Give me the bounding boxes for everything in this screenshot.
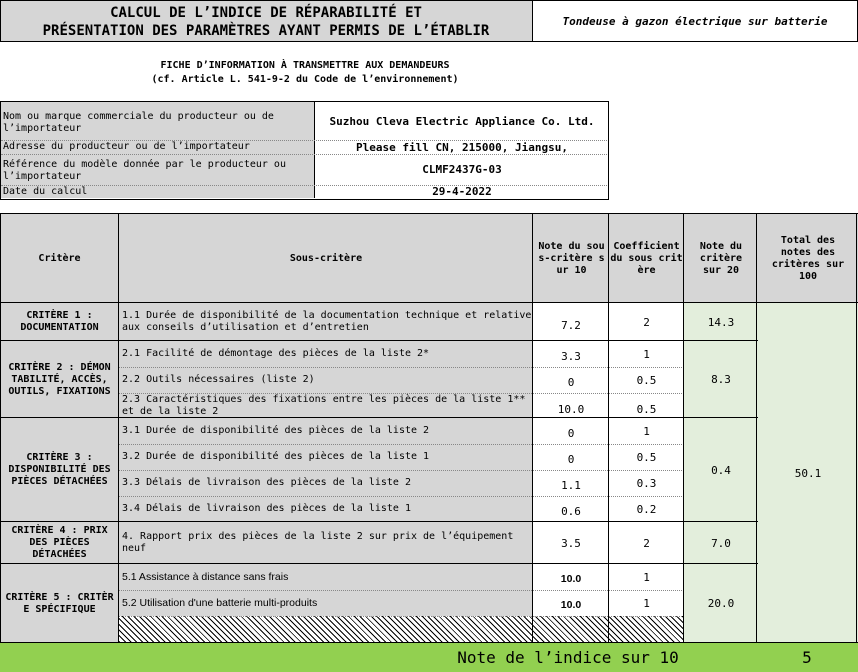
criterion-1-note: 14.3 bbox=[707, 315, 735, 329]
criterion-4-note: 7.0 bbox=[711, 536, 731, 550]
header-total: Total des notes des critères sur 100 bbox=[771, 234, 845, 282]
criterion-2-name: CRITÈRE 2 : DÉMONTABILITÉ, ACCÈS, OUTILS, FIXATIONS bbox=[8, 361, 111, 397]
info-table bbox=[0, 101, 609, 200]
title-line-1: CALCUL DE L’INDICE DE RÉPARABILITÉ ET bbox=[110, 5, 422, 21]
sub-2-1-note: 3.3 bbox=[561, 349, 581, 363]
criterion-1-name: CRITÈRE 1 : DOCUMENTATION bbox=[20, 310, 99, 333]
sub-5-2-coef: 1 bbox=[643, 596, 650, 610]
criterion-2-note: 8.3 bbox=[711, 373, 731, 386]
sub-3-4-note: 0.6 bbox=[561, 504, 581, 518]
title-line-2: PRÉSENTATION DES PARAMÈTRES AYANT PERMIS DE L’ÉTABLIR bbox=[42, 23, 490, 39]
sub-5-1-label: 5.1 Assistance à distance sans frais bbox=[122, 571, 289, 583]
title-box bbox=[0, 0, 533, 42]
sub-5-1-note: 10.0 bbox=[560, 572, 582, 585]
sub-3-2-label: 3.2 Durée de disponibilité des pièces de la liste 1 bbox=[122, 451, 430, 462]
sub-3-1-coef: 1 bbox=[643, 424, 650, 438]
sub-3-3-coef: 0.3 bbox=[636, 476, 657, 490]
sub-2-2-label: 2.2 Outils nécessaires (liste 2) bbox=[122, 374, 315, 385]
sub-5-1-coef: 1 bbox=[643, 570, 650, 584]
criterion-4-name: CRITÈRE 4 : PRIX DES PIÈCES DÉTACHÉES bbox=[11, 525, 108, 560]
sub-5-2-label: 5.2 Utilisation d'une batterie multi-produits bbox=[122, 597, 318, 609]
sub-1-1-note: 7.2 bbox=[561, 318, 581, 332]
header-note-critere: Note du critère sur 20 bbox=[699, 240, 743, 276]
sub-2-1-label: 2.1 Facilité de démontage des pièces de la liste 2* bbox=[122, 348, 430, 359]
info-label-2: Adresse du producteur ou de l’importateur bbox=[3, 141, 250, 152]
header-coef: Coefficient du sous critère bbox=[610, 240, 683, 276]
sub-5-2-note: 10.0 bbox=[560, 598, 582, 611]
sub-3-3-note: 1.1 bbox=[561, 478, 581, 492]
info-label-1: Nom ou marque commerciale du producteur ou de l’importateur bbox=[3, 111, 274, 134]
sub-1-1-label: 1.1 Durée de disponibilité de la documentation technique et relative aux conseils d’utilisation et d’entretien bbox=[122, 310, 532, 333]
sub-1-1-coef: 2 bbox=[643, 315, 650, 329]
sub-4-label: 4. Rapport prix des pièces de la liste 2 sur prix de l’équipement neuf bbox=[122, 531, 514, 554]
info-value-1: Suzhou Cleva Electric Appliance Co. Ltd. bbox=[329, 114, 595, 128]
sub-4-coef: 2 bbox=[643, 536, 650, 550]
criterion-5-name: CRITÈRE 5 : CRITÈRE SPÉCIFIQUE bbox=[5, 591, 114, 615]
hatched-area bbox=[119, 616, 684, 642]
total-score: 50.1 bbox=[794, 466, 822, 480]
criterion-5-note: 20.0 bbox=[707, 597, 735, 610]
sub-3-2-note: 0 bbox=[567, 452, 575, 466]
sub-3-4-label: 3.4 Délais de livraison des pièces de la liste 1 bbox=[122, 503, 411, 514]
sub-2-1-coef: 1 bbox=[643, 347, 650, 361]
criterion-3-note: 0.4 bbox=[711, 463, 731, 477]
info-value-3: CLMF2437G-03 bbox=[422, 163, 502, 176]
sub-3-2-coef: 0.5 bbox=[636, 450, 657, 464]
info-value-4: 29-4-2022 bbox=[432, 185, 492, 198]
sub-2-3-coef: 0.5 bbox=[636, 403, 657, 416]
sub-3-3-label: 3.3 Délais de livraison des pièces de la liste 2 bbox=[122, 477, 411, 488]
header-sous-critere: Sous-critère bbox=[289, 252, 363, 264]
product-name: Tondeuse à gazon électrique sur batterie bbox=[533, 0, 858, 42]
sub-4-note: 3.5 bbox=[561, 536, 581, 550]
fiche-line-1: FICHE D’INFORMATION À TRANSMETTRE AUX DEMANDEURS bbox=[160, 60, 450, 71]
sub-2-3-label: 2.3 Caractéristiques des fixations entre les pièces de la liste 1** et de la liste 2 bbox=[122, 394, 526, 417]
sub-2-2-note: 0 bbox=[567, 375, 575, 389]
criterion-3-name: CRITÈRE 3 : DISPONIBILITÉ DES PIÈCES DÉTACHÉES bbox=[8, 452, 111, 487]
sub-3-1-label: 3.1 Durée de disponibilité des pièces de la liste 2 bbox=[122, 425, 430, 436]
sub-2-3-note: 10.0 bbox=[557, 403, 585, 416]
info-label-4: Date du calcul bbox=[3, 186, 88, 197]
fiche-line-2: (cf. Article L. 541-9-2 du Code de l’environnement) bbox=[151, 74, 459, 85]
sub-3-4-coef: 0.2 bbox=[636, 502, 657, 516]
header-critere: Critère bbox=[38, 252, 81, 264]
footer-label: Note de l’indice sur 10 bbox=[457, 648, 679, 667]
footer-value: 5 bbox=[802, 648, 812, 667]
sub-3-1-note: 0 bbox=[567, 426, 575, 440]
info-value-2: Please fill CN, 215000, Jiangsu, bbox=[356, 140, 568, 154]
info-label-3: Référence du modèle donnée par le producteur ou l’importateur bbox=[3, 159, 286, 182]
header-note-sous: Note du sous-critère sur 10 bbox=[538, 240, 605, 276]
sub-2-2-coef: 0.5 bbox=[636, 373, 657, 387]
